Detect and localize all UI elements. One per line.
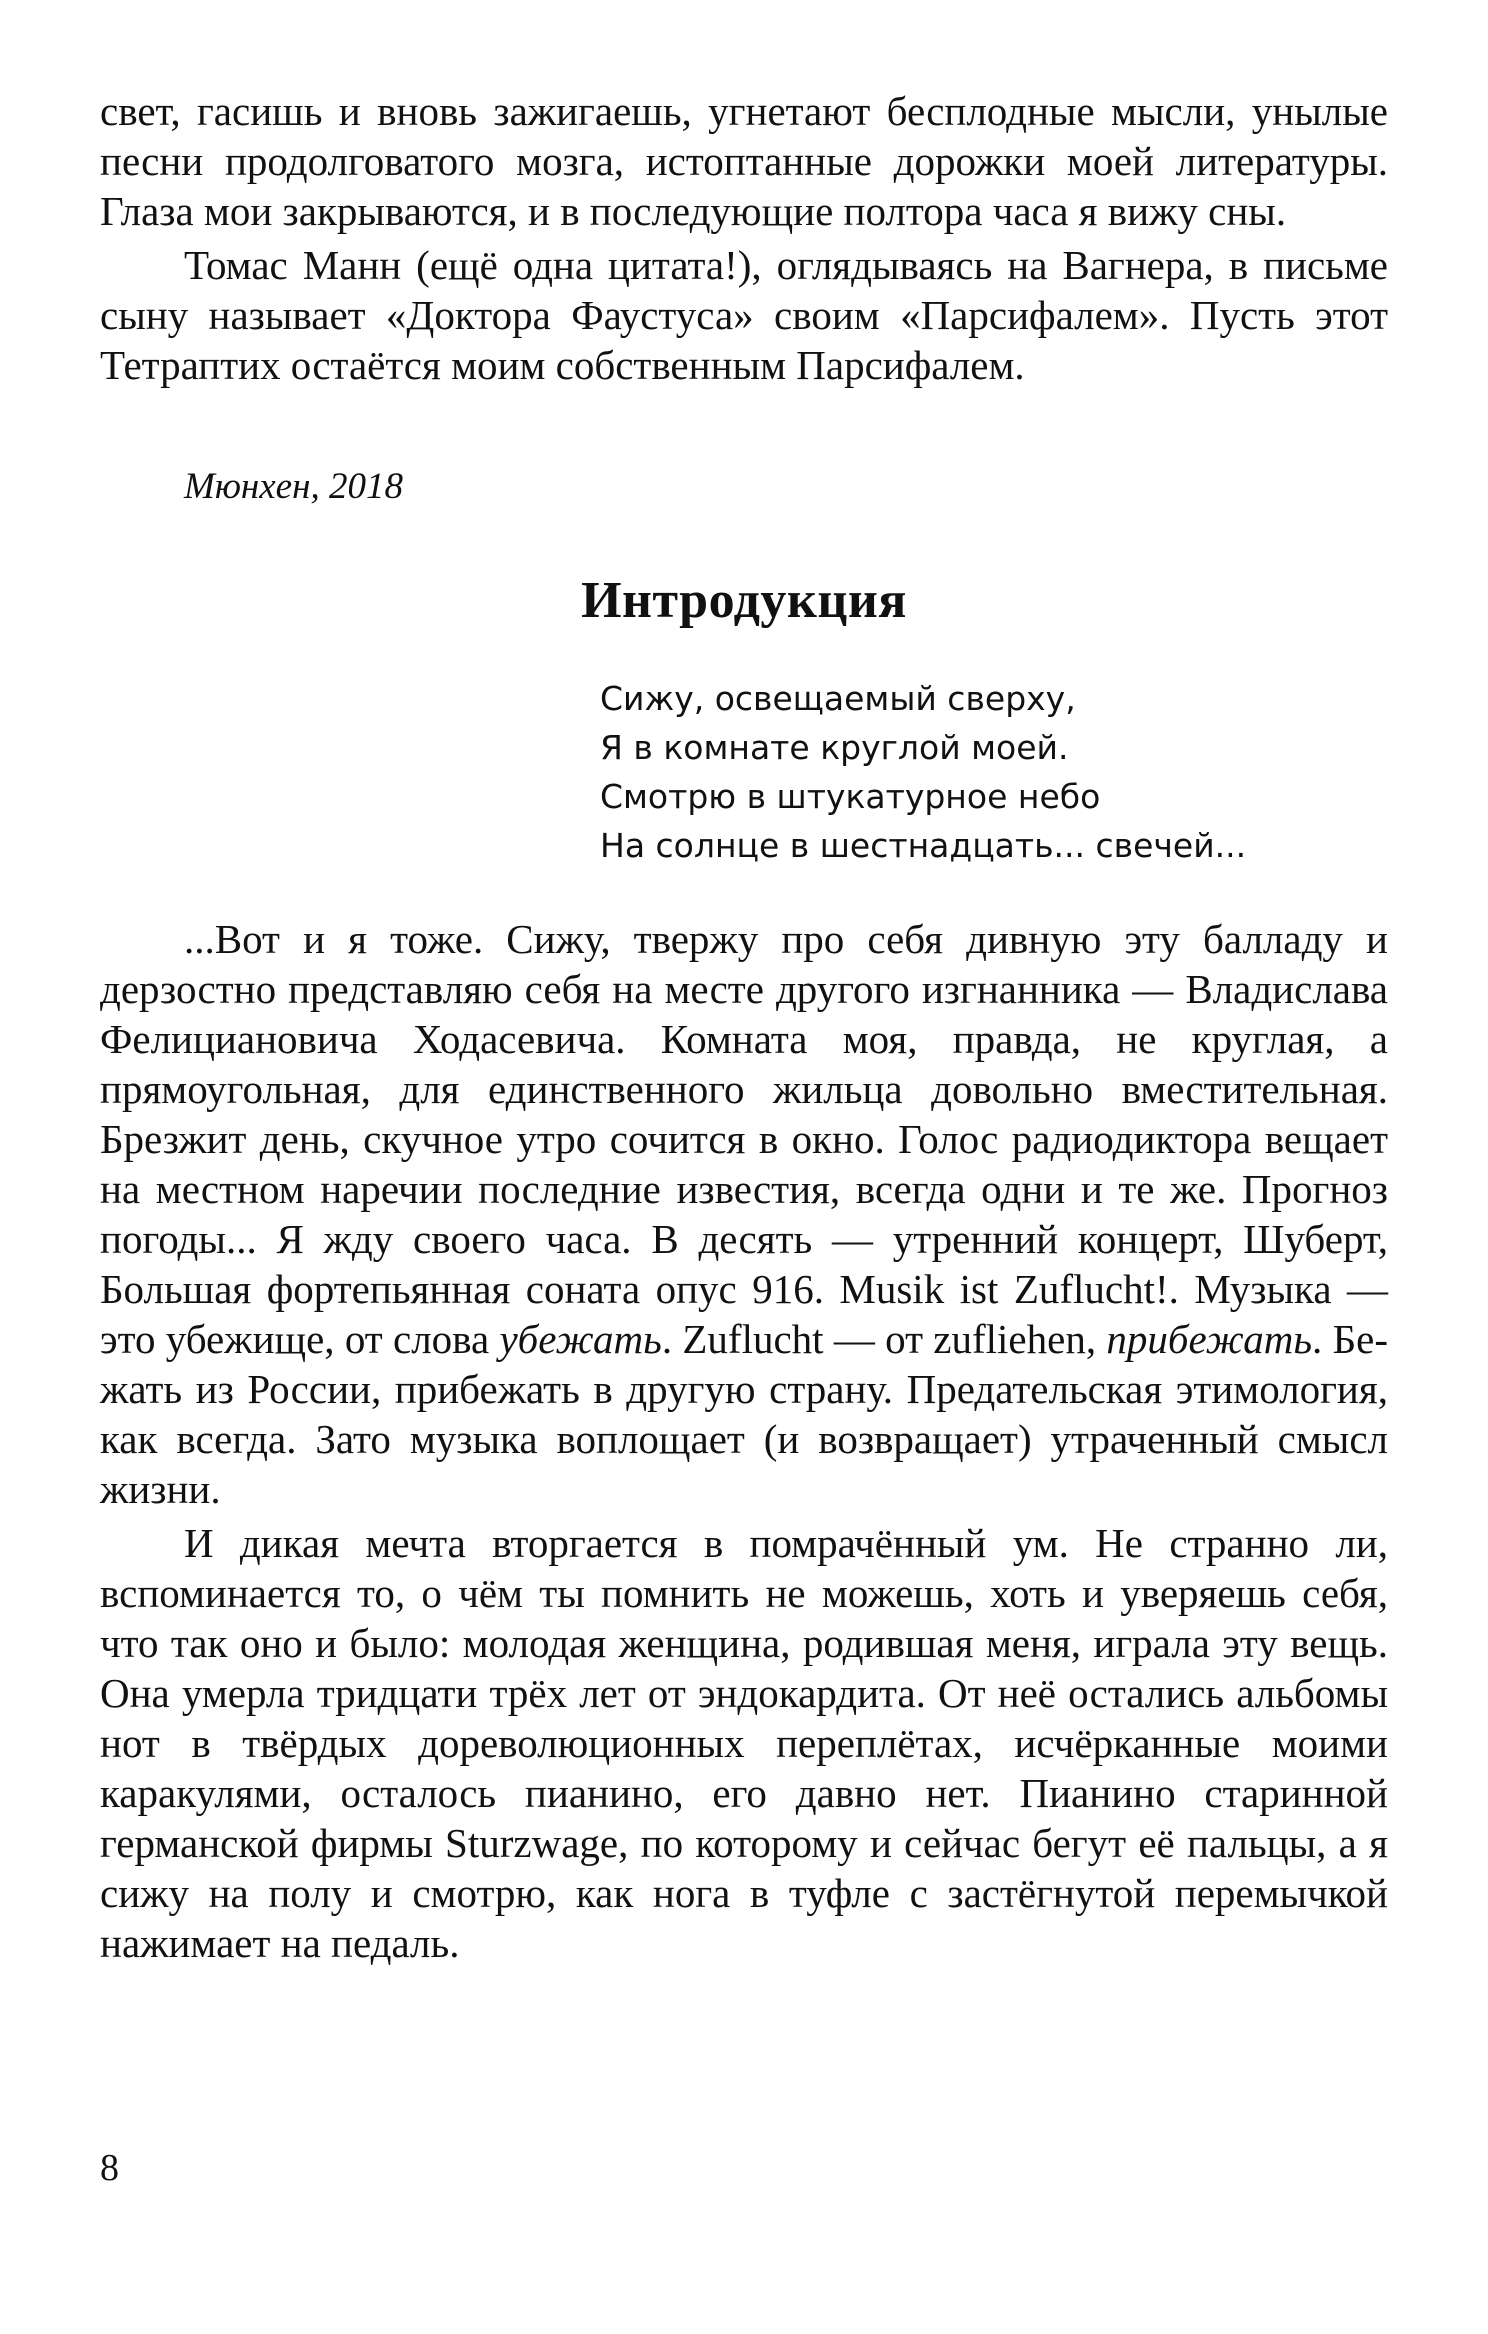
dateline: Мюнхен, 2018: [184, 466, 403, 507]
emphasis-word: убежать: [499, 1316, 662, 1362]
epigraph: [600, 674, 1388, 870]
paragraph-text: . Zuflucht — от zufliehen,: [661, 1316, 1107, 1362]
paragraph-thomas-mann: Томас Манн (ещё одна цитата!), оглядываясь на Вагнера, в письме сыну называет «Доктора Фаустуса» своим «Парсифалем». Пусть этот Тетраптих остаётся моим собственным Парсифалем.: [100, 242, 1388, 388]
emphasis-word: прибежать: [1106, 1316, 1313, 1362]
paragraph-memory: И дикая мечта вторгается в помрачённый ум. Не странно ли, вспоминается то, о чём ты помнить не можешь, хоть и уверяешь себя, что так оно и было: молодая женщина, родившая меня, играла эту вещь. Она умерла тридцати трёх лет от эндокардита. От неё остались альбомы нот в твёрдых дореволюционных переплётах, исчёрканные моими каракулями, осталось пианино, его давно нет. Пианино старинной германской фирмы Sturzwage, по которому и сейчас бегут её пальцы, а я сижу на полу и смотрю, как нога в туфле с застёгнутой перемычкой нажимает на педаль.: [100, 1520, 1388, 1966]
body-text: [100, 914, 1388, 1968]
epigraph-line: Я в комнате круглой моей.: [600, 728, 1069, 767]
page-number: 8: [100, 2147, 119, 2189]
paragraph-text: . Бежать из России, прибежать в другую страну. Предательская этимология, как всегда. Зато музыка воплощает (и возвращает) утраченный смысл жизни.: [100, 1316, 1388, 1512]
epigraph-line: Смотрю в штукатурное небо: [600, 777, 1101, 816]
epigraph-line: Сижу, освещаемый сверху,: [600, 679, 1076, 718]
paragraph-introduction: [100, 914, 1388, 1514]
paragraph-continuation: свет, гасишь и вновь зажигаешь, угнетают бесплодные мысли, унылые песни продолговатого мозга, истоптанные дорожки моей литературы. Глаза мои закрываются, и в последующие полтора часа я вижу сны.: [100, 88, 1388, 234]
epigraph-line: На солнце в шестнадцать... свечей...: [600, 826, 1247, 865]
section-title: Интродукция: [581, 572, 907, 629]
book-page: [100, 86, 1388, 1968]
paragraph-text: ...Вот и я тоже. Сижу, твержу про себя дивную эту балладу и дерзостно представляю себя на месте другого изгнанника — Владислава Фелициановича Ходасевича. Комната моя, правда, не круглая, а прямоугольная, для единственного жильца довольно вместительная. Брезжит день, скучное утро сочится в окно. Голос радиодиктора вещает на местном наречии последние известия, всегда одни и те же. Прогноз погоды... Я жду своего часа. В десять — утренний концерт, Шуберт, Большая фортепьянная соната опус 916. Musik ist Zuflucht!. Музыка — это убежище, от слова: [100, 916, 1388, 1362]
